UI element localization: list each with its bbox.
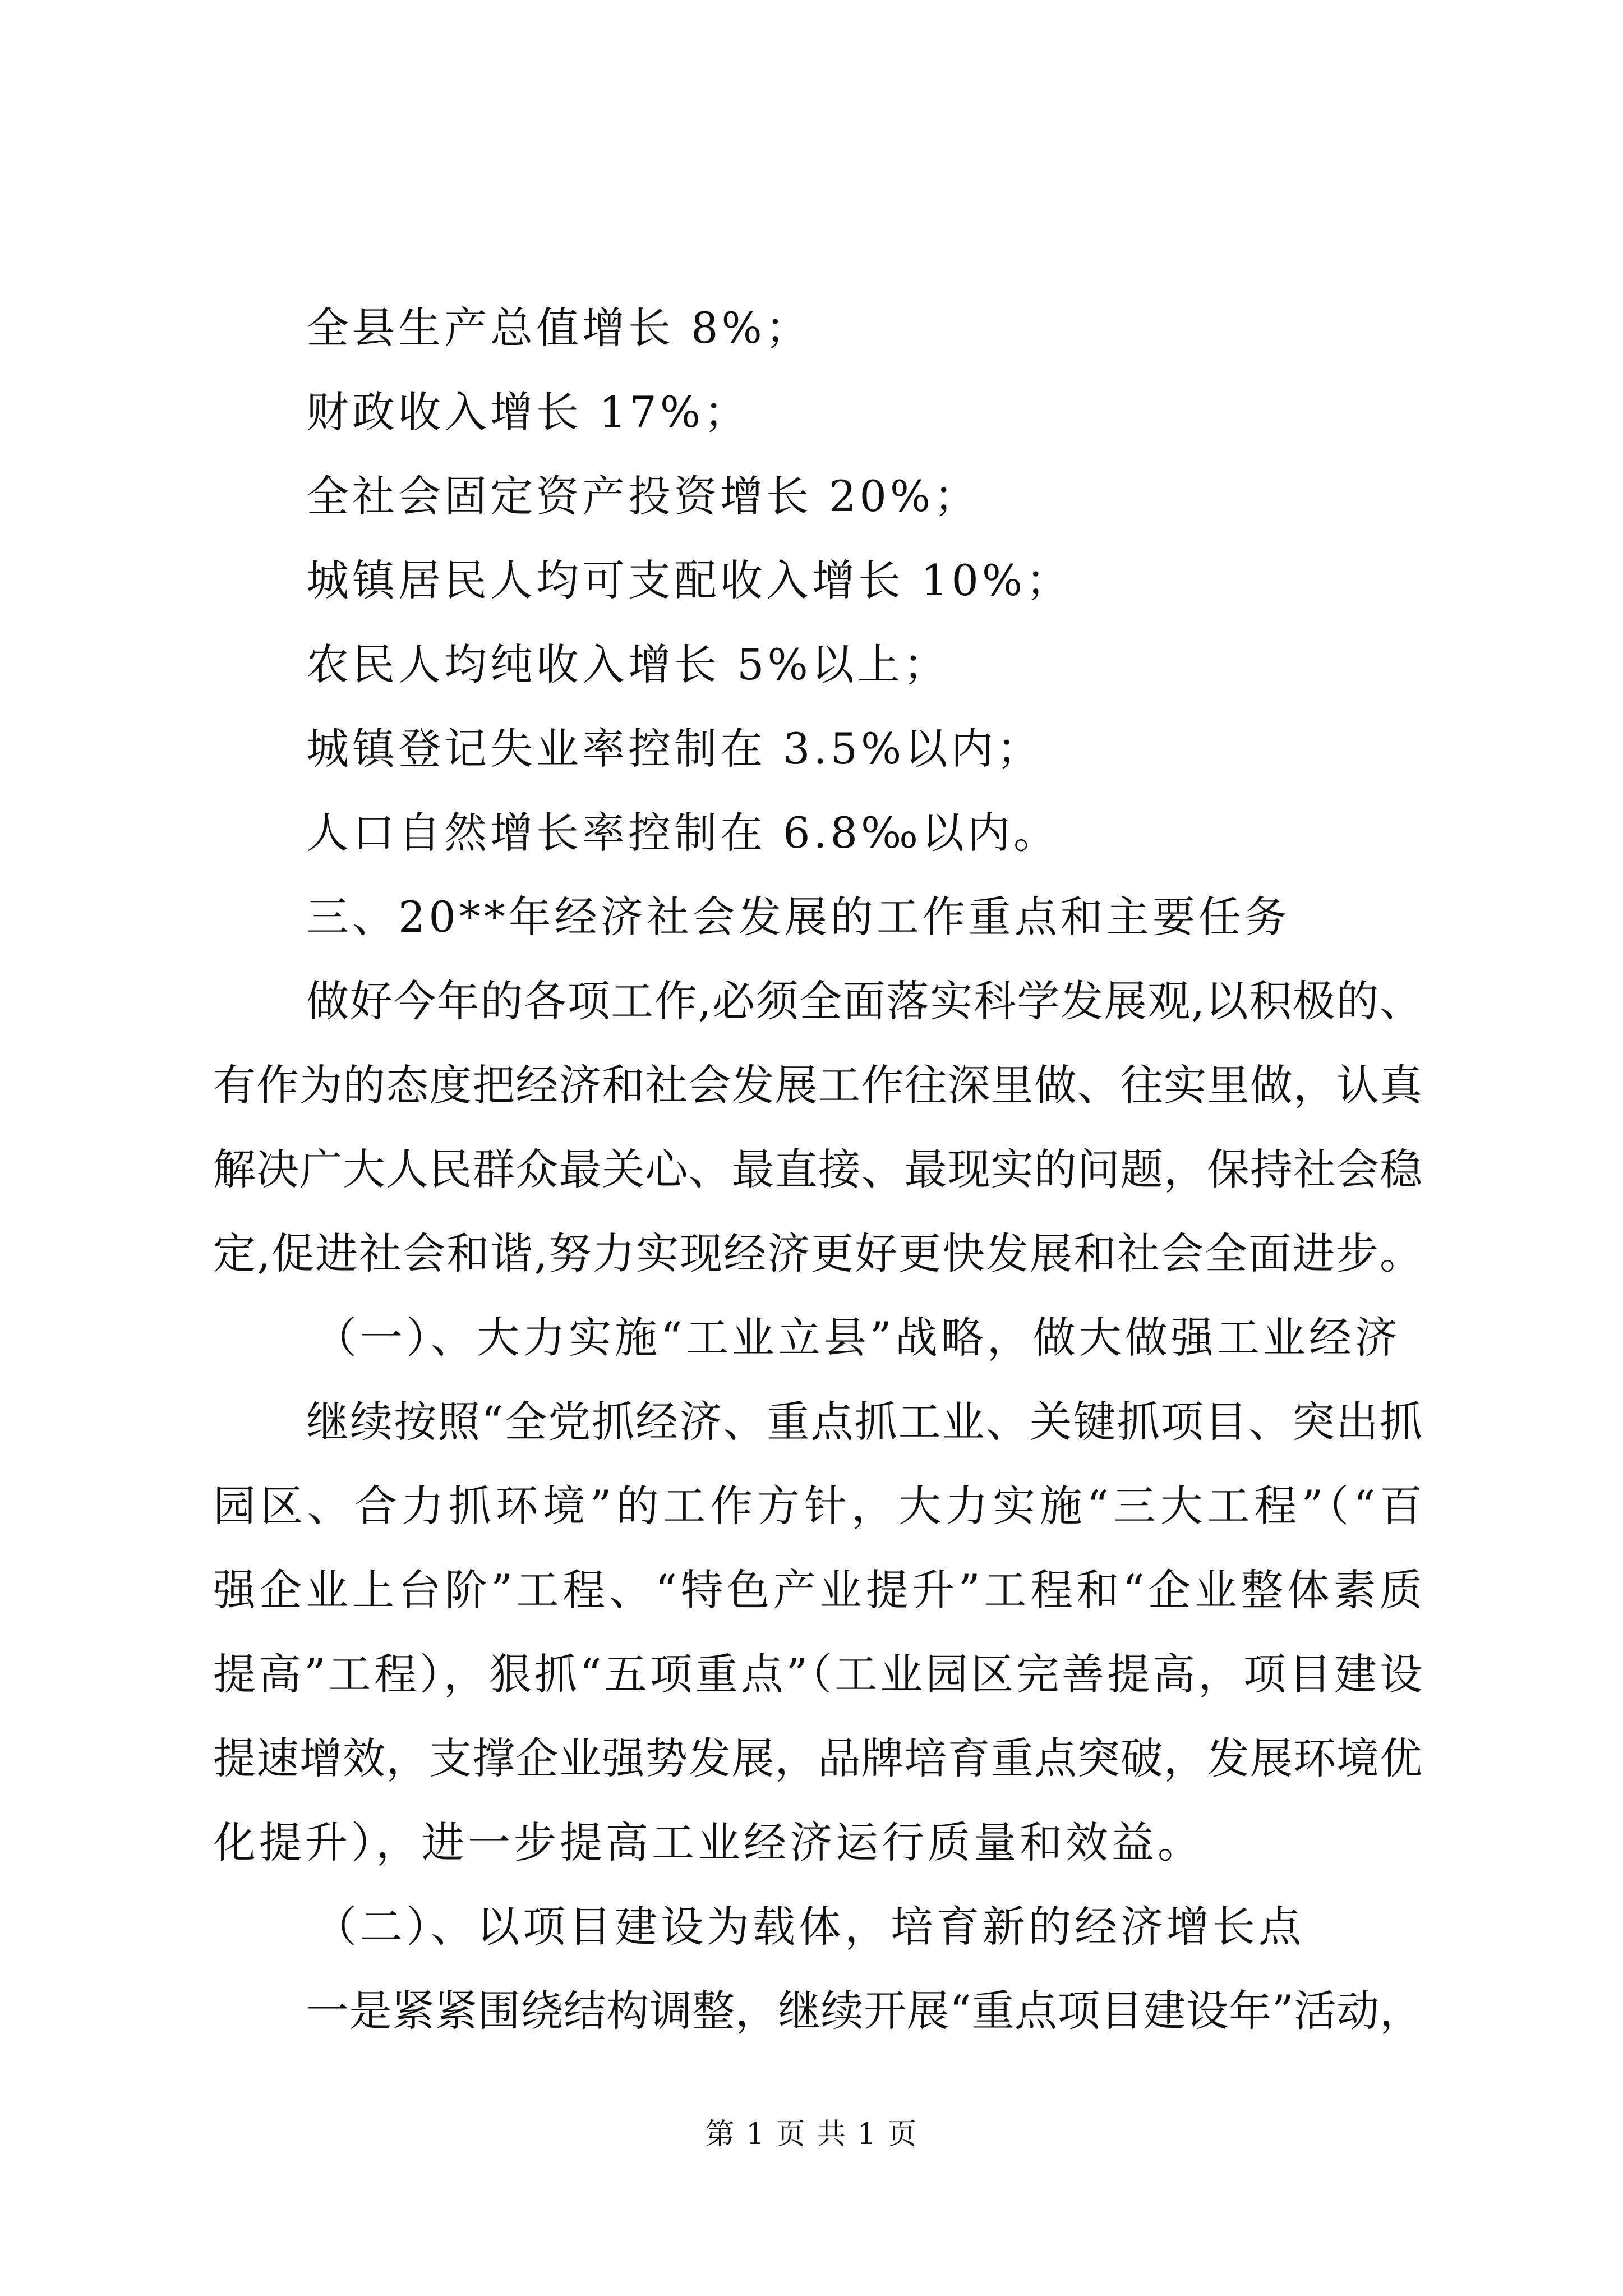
text-line: 人口自然增长率控制在 6.8‰以内。 [306, 808, 1059, 858]
paragraph-line: 园区、合力抓环境”的工作方针，大力实施“三大工程”（“百 [213, 1481, 1422, 1531]
paragraph-line: 解决广大人民群众最关心、最直接、最现实的问题，保持社会稳 [213, 1144, 1422, 1194]
paragraph-line: 化提升），进一步提高工业经济运行质量和效益。 [213, 1818, 1204, 1867]
text-line: 城镇登记失业率控制在 3.5%以内； [306, 724, 1043, 774]
paragraph-line: 做好今年的各项工作,必须全面落实科学发展观,以积极的、 [306, 976, 1422, 1026]
paragraph-line: 提速增效，支撑企业强势发展，品牌培育重点突破，发展环境优 [213, 1733, 1422, 1783]
section-heading: 三、20**年经济社会发展的工作重点和主要任务 [306, 892, 1290, 942]
text-line: 全社会固定资产投资增长 20%； [306, 471, 980, 521]
subsection-heading: （二）、以项目建设为载体，培育新的经济增长点 [314, 1902, 1304, 1952]
paragraph-line: 有作为的态度把经济和社会发展工作往深里做、往实里做，认真 [213, 1060, 1422, 1110]
text-line: 城镇居民人均可支配收入增长 10%； [306, 555, 1072, 605]
paragraph-line: 定,促进社会和谐,努力实现经济更好更快发展和社会全面进步。 [213, 1228, 1422, 1278]
text-line: 农民人均纯收入增长 5%以上； [306, 639, 949, 689]
text-line: 全县生产总值增长 8%； [306, 303, 811, 353]
paragraph-line: 继续按照“全党抓经济、重点抓工业、关键抓项目、突出抓 [306, 1397, 1422, 1447]
subsection-heading: （一）、大力实施“工业立县”战略，做大做强工业经济 [314, 1313, 1401, 1363]
paragraph-line: 一是紧紧围绕结构调整，继续开展“重点项目建设年”活动， [306, 1986, 1422, 2036]
text-line: 财政收入增长 17%； [306, 387, 750, 437]
page-number: 第 1 页 共 1 页 [705, 2118, 918, 2151]
paragraph-line: 提高”工程），狠抓“五项重点”（工业园区完善提高，项目建设 [213, 1649, 1422, 1699]
paragraph-line: 强企业上台阶”工程、“特色产业提升”工程和“企业整体素质 [213, 1565, 1422, 1615]
